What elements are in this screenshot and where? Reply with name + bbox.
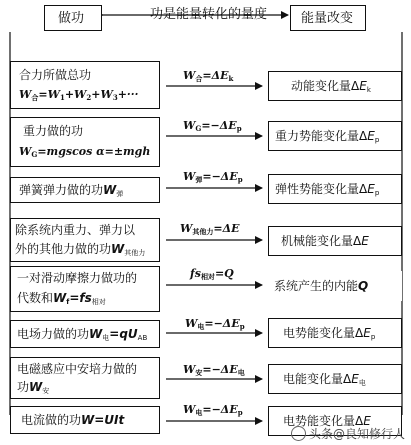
row1-left-box	[10, 61, 160, 109]
watermark-logo-icon	[291, 426, 306, 441]
row7-left-line2: 功$W_安$	[17, 380, 50, 395]
row3-right-box	[268, 174, 402, 204]
row1-left-line1: 合力所做总功	[19, 68, 92, 82]
row2-right-label: 重力势能变化量$\Delta E_p$	[275, 129, 380, 144]
row2-left-line2: $W_G=mgscos$ α=±mgh	[19, 145, 151, 159]
row5-left-line1: 一对滑动摩擦力做功的	[17, 271, 138, 285]
row2-left-box	[10, 117, 160, 167]
row7-right-box	[268, 364, 402, 394]
watermark	[291, 425, 405, 442]
row5-right-label: 系统产生的内能Q	[274, 279, 369, 293]
row4-right-box	[268, 226, 402, 256]
row3-left-label: 弹簧弹力做的功$W_弹$	[19, 183, 124, 198]
watermark-text: 头条@良知修行人	[308, 427, 405, 441]
row6-left-label: 电场力做的功$W_电=qU_{AB}$	[17, 327, 148, 342]
row5-left-line2: 代数和$W_f=fs_{相对}$	[17, 291, 106, 306]
row2-left-line1: 重力做的功	[23, 124, 84, 138]
row4-left-box	[10, 218, 160, 262]
header-middle-label: 功是能量转化的量度	[150, 7, 268, 22]
row3-right-label: 弹性势能变化量$\Delta E_p$	[275, 182, 380, 197]
row1-right-box	[268, 71, 402, 101]
header-right-box	[290, 5, 366, 31]
row8-relation: $W_电=-\Delta E_p$	[183, 403, 243, 417]
row1-right-label: 动能变化量$\Delta E_k$	[291, 79, 371, 94]
row7-right-label: 电能变化量$\Delta E_电$	[283, 372, 366, 387]
row6-right-box	[268, 318, 402, 348]
row3-relation: $W_弹=-\Delta E_p$	[183, 170, 243, 184]
row8-right-label: 电势能变化量ΔE	[283, 414, 371, 428]
row7-relation: $W_安=-\Delta E_电$	[183, 363, 245, 377]
row2-relation: $W_G=-\Delta E_p$	[183, 119, 242, 133]
row7-left-box	[10, 357, 160, 399]
row8-left-box	[10, 406, 160, 434]
row4-left-line2: 外的其他力做的功$W_{其他力}$	[15, 242, 146, 257]
row8-left-label: 电流做的功W=UIt	[21, 413, 125, 427]
row5-right-box	[268, 271, 402, 301]
row5-left-box	[10, 266, 160, 312]
row1-relation: $W_合=\Delta E_k$	[183, 69, 234, 83]
header-left-label: 做功	[58, 11, 85, 26]
row4-relation: $W_{其他力}=\Delta E$	[180, 222, 240, 236]
header-left-box	[44, 5, 102, 31]
row7-left-line1: 电磁感应中安培力做的	[17, 362, 138, 376]
row5-relation: $fs_{相对}=Q$	[190, 267, 234, 281]
row6-relation: $W_电=-\Delta E_p$	[185, 317, 245, 331]
row4-right-label: 机械能变化量ΔE	[281, 234, 369, 248]
row6-left-box	[10, 320, 160, 348]
row4-left-line1: 除系统内重力、弹力以	[15, 223, 136, 237]
row3-left-box	[10, 177, 160, 203]
row6-right-label: 电势能变化量$\Delta E_p$	[283, 326, 376, 341]
header-right-label: 能量改变	[301, 11, 354, 26]
row2-right-box	[268, 121, 402, 151]
row1-left-line2: $W_合=W_1+W_2+W_3+\cdot\cdot\cdot$	[19, 88, 139, 102]
